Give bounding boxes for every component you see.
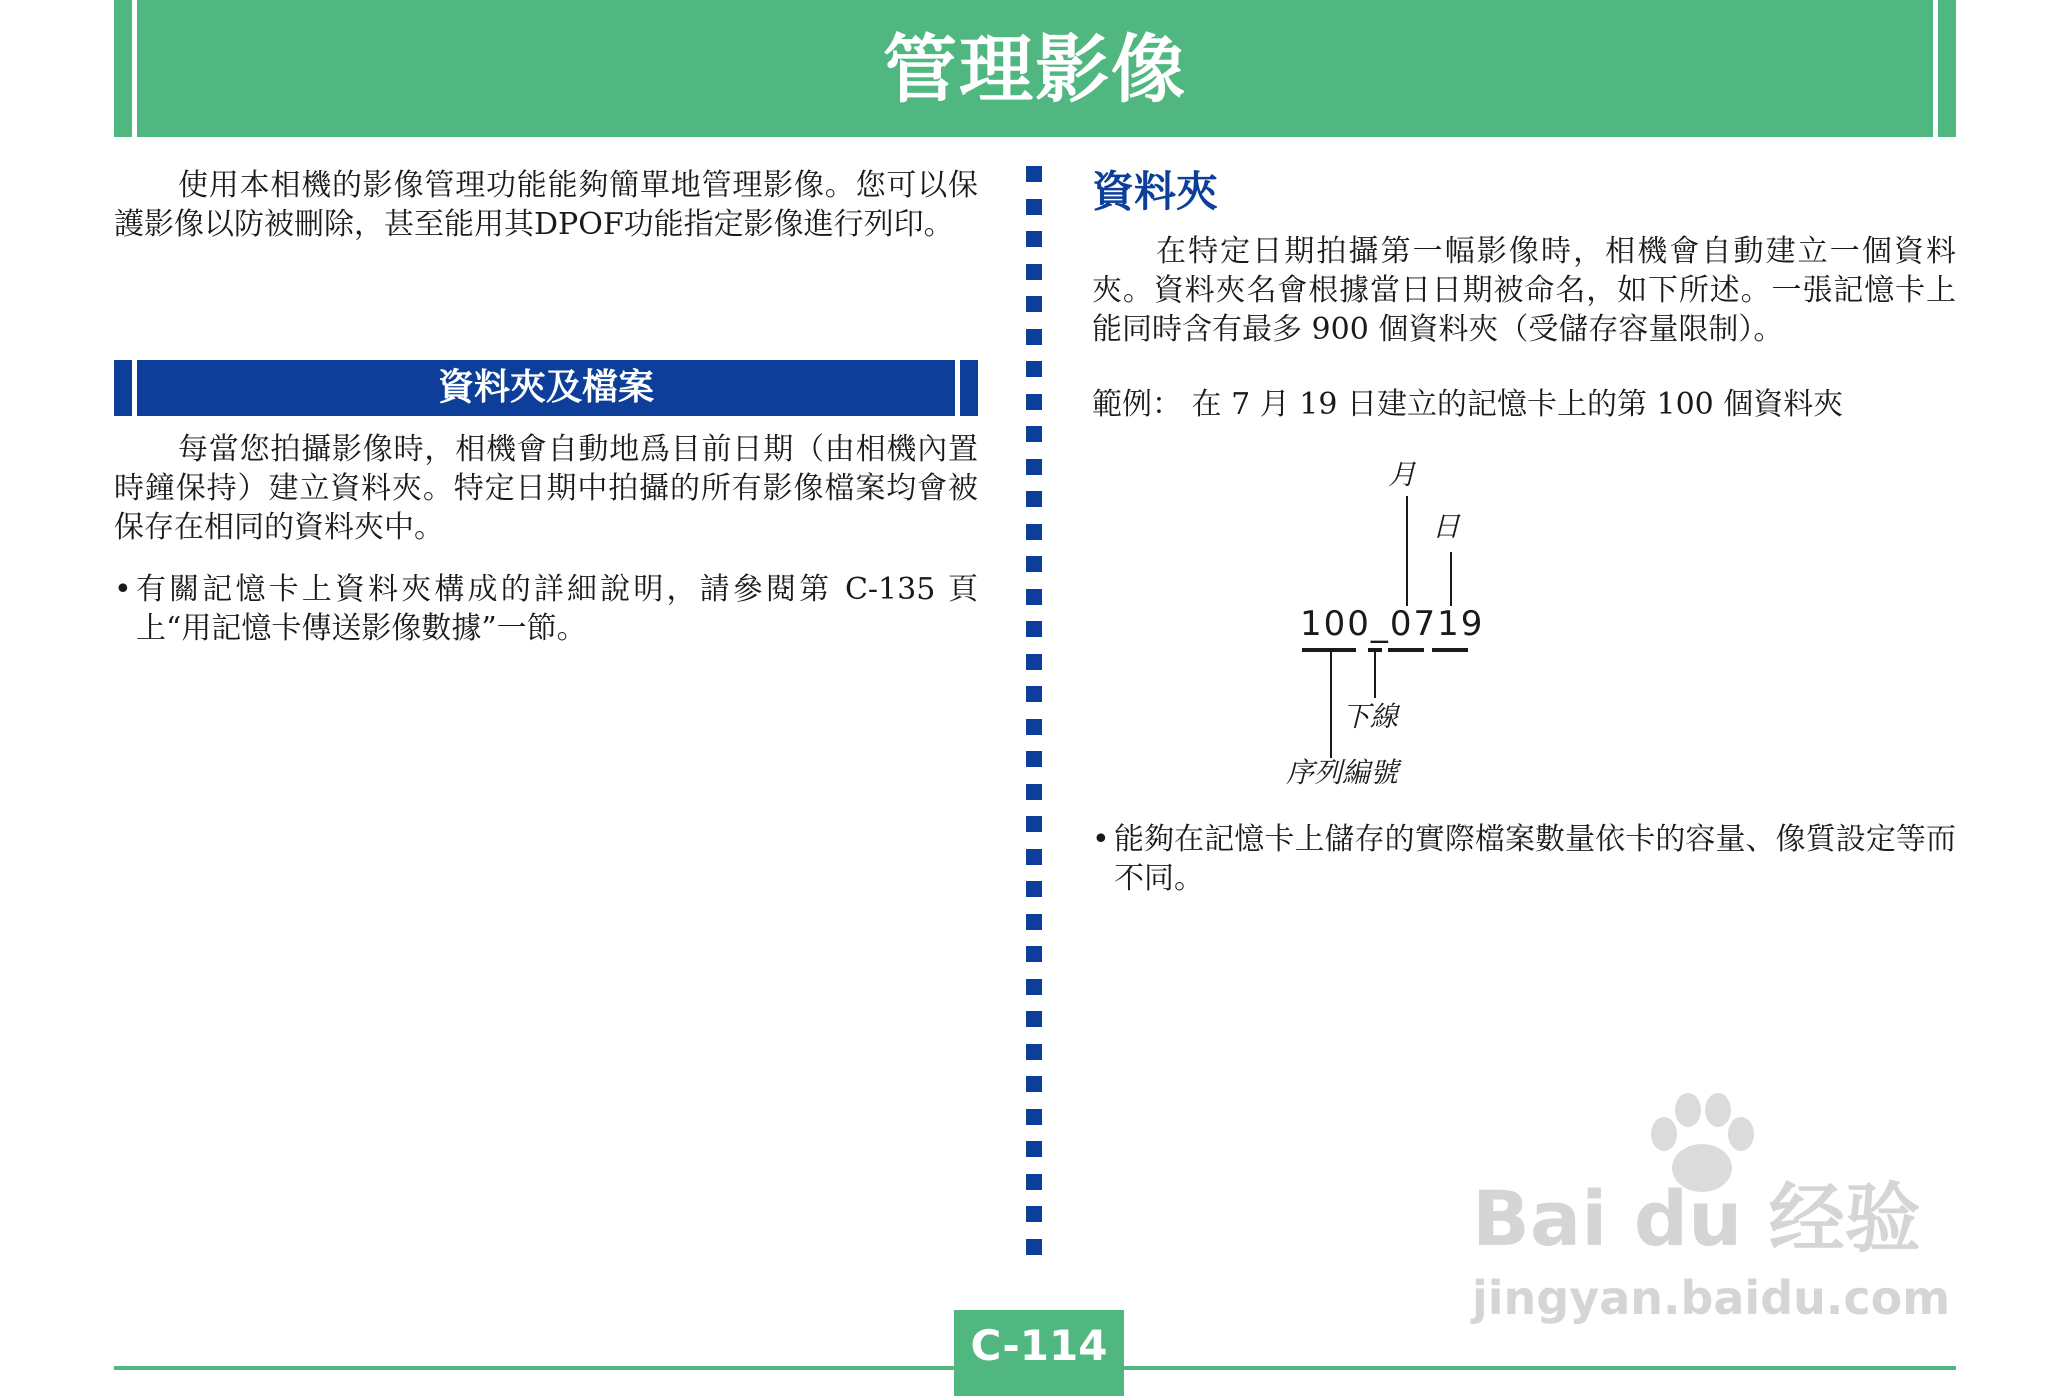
folders-files-paragraph: 每當您拍攝影像時，相機會自動地爲目前日期（由相機內置時鐘保持）建立資料夾。特定日期中拍攝的所有影像檔案均會被保存在相同的資料夾中。 xyxy=(114,432,978,545)
folder-name-example: 100_0719 xyxy=(1300,604,1485,644)
divider-square xyxy=(1026,1239,1042,1255)
divider-square xyxy=(1026,426,1042,442)
divider-square xyxy=(1026,524,1042,540)
underline-month xyxy=(1388,648,1424,652)
divider-square xyxy=(1026,979,1042,995)
divider-square xyxy=(1026,881,1042,897)
watermark-url: jingyan.baidu.com xyxy=(1472,1271,1951,1325)
bullet-dot: • xyxy=(114,572,132,607)
divider-square xyxy=(1026,719,1042,735)
divider-square xyxy=(1026,914,1042,930)
divider-square xyxy=(1026,1174,1042,1190)
reference-bullet xyxy=(114,570,978,648)
divider-square xyxy=(1026,556,1042,572)
capacity-bullet-text: 能夠在記憶卡上儲存的實際檔案數量依卡的容量、像質設定等而不同。 xyxy=(1114,822,1956,896)
page-number-box xyxy=(954,1310,1124,1396)
divider-square xyxy=(1026,751,1042,767)
example-caption: 範例： 在 7 月 19 日建立的記憶卡上的第 100 個資料夾 xyxy=(1092,387,1844,422)
subsection-banner xyxy=(114,360,978,416)
leader-underscore xyxy=(1374,652,1376,698)
label-serial: 序列編號 xyxy=(1286,756,1399,789)
title-banner xyxy=(114,0,1956,137)
subsection-title: 資料夾及檔案 xyxy=(437,367,654,408)
divider-square xyxy=(1026,264,1042,280)
divider-square xyxy=(1026,394,1042,410)
label-day: 日 xyxy=(1432,510,1461,543)
divider-square xyxy=(1026,1076,1042,1092)
divider-square xyxy=(1026,1109,1042,1125)
divider-square xyxy=(1026,654,1042,670)
label-month: 月 xyxy=(1388,458,1417,491)
page-title: 管理影像 xyxy=(883,27,1187,113)
divider-square xyxy=(1026,589,1042,605)
divider-square xyxy=(1026,621,1042,637)
bullet-dot: • xyxy=(1092,822,1110,857)
leader-month xyxy=(1406,496,1408,606)
divider-square xyxy=(1026,784,1042,800)
underline-day xyxy=(1432,648,1468,652)
divider-square xyxy=(1026,1141,1042,1157)
divider-square xyxy=(1026,816,1042,832)
divider-square xyxy=(1026,1206,1042,1222)
divider-square xyxy=(1026,849,1042,865)
divider-square xyxy=(1026,1044,1042,1060)
intro-paragraph: 使用本相機的影像管理功能能夠簡單地管理影像。您可以保護影像以防被刪除，甚至能用其DPOF功能指定影像進行列印。 xyxy=(114,168,978,242)
divider-square xyxy=(1026,1011,1042,1027)
baidu-watermark xyxy=(1472,1090,1962,1330)
divider-square xyxy=(1026,946,1042,962)
divider-square xyxy=(1026,231,1042,247)
folder-paragraph: 在特定日期拍攝第一幅影像時，相機會自動建立一個資料夾。資料夾名會根據當日日期被命名，如下所述。一張記憶卡上能同時含有最多 900 個資料夾（受儲存容量限制）。 xyxy=(1092,234,1956,347)
leader-serial xyxy=(1330,652,1332,758)
capacity-bullet xyxy=(1092,820,1956,898)
divider-square xyxy=(1026,166,1042,182)
watermark-brand: Bai du 经验 xyxy=(1472,1174,1921,1263)
divider-square xyxy=(1026,199,1042,215)
label-underscore: 下線 xyxy=(1342,700,1399,733)
divider-square xyxy=(1026,361,1042,377)
reference-bullet-text: 有關記憶卡上資料夾構成的詳細說明，請參閱第 C-135 頁上“用記憶卡傳送影像數據”一節。 xyxy=(136,572,978,646)
divider-square xyxy=(1026,491,1042,507)
divider-square xyxy=(1026,329,1042,345)
divider-square xyxy=(1026,459,1042,475)
page-number: C-114 xyxy=(970,1321,1108,1370)
divider-square xyxy=(1026,296,1042,312)
section-title: 資料夾 xyxy=(1092,167,1219,216)
leader-day xyxy=(1450,552,1452,606)
underline-serial xyxy=(1302,648,1356,652)
divider-square xyxy=(1026,686,1042,702)
